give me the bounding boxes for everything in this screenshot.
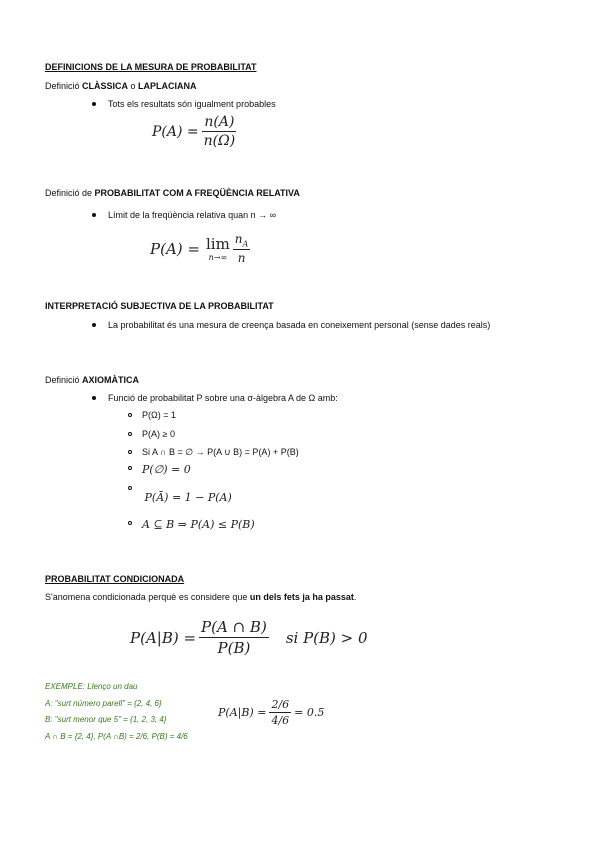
example-line-4: A ∩ B = {2, 4}, P(A ∩B) = 2/6, P(B) = 4/6 xyxy=(45,732,188,741)
classic-definition-heading xyxy=(45,81,197,91)
example-line-3: B: "surt menor que 5" = {1, 2, 3, 4} xyxy=(45,715,167,724)
classic-bullet xyxy=(92,99,276,109)
bullet-icon xyxy=(92,396,96,400)
axiom-text: Si A ∩ B = ∅ → P(A ∪ B) = P(A) + P(B) xyxy=(142,447,299,457)
axiom-item-3 xyxy=(128,447,299,458)
bullet-text: Tots els resultats són igualment probables xyxy=(108,99,276,109)
freq-bullet xyxy=(92,210,276,220)
subjective-title: INTERPRETACIÓ SUBJECTIVA DE LA PROBABILITAT xyxy=(45,301,274,311)
axiom-item-2 xyxy=(128,429,175,439)
fraction-denominator: n xyxy=(237,251,246,266)
axiom-item-6 xyxy=(128,518,255,531)
example-line-2: A: "surt número parell" = {2, 4, 6} xyxy=(45,699,162,708)
section-title-conditional: PROBABILITAT CONDICIONADA xyxy=(45,574,185,584)
heading-bold: CLÀSSICA xyxy=(82,81,129,91)
fraction-numerator xyxy=(233,232,251,250)
axiom-text: P(Ā) = 1 − P(A) xyxy=(144,491,232,504)
bullet-text: La probabilitat és una mesura de creença basada en coneixement personal (sense dades reals) xyxy=(108,320,491,330)
fraction-denominator: 4/6 xyxy=(271,714,290,727)
section-title-definitions: DEFINICIONS DE LA MESURA DE PROBABILITAT xyxy=(45,62,257,72)
bullet-icon xyxy=(92,213,96,217)
formula-fraction xyxy=(199,618,269,657)
heading-bold-2: LAPLACIANA xyxy=(138,81,197,91)
limit-word: lim xyxy=(205,235,230,254)
fraction-denominator: P(B) xyxy=(217,639,251,657)
classic-formula xyxy=(152,114,240,149)
bullet-icon xyxy=(92,102,96,106)
heading-prefix: Definició xyxy=(45,375,83,385)
axiom-text: P(A) ≥ 0 xyxy=(142,429,175,439)
sub-bullet-icon xyxy=(128,521,132,525)
bullet-icon xyxy=(92,323,96,327)
heading-bold: AXIOMÀTICA xyxy=(82,375,140,385)
example-line-1: EXEMPLE: Llenço un dau xyxy=(45,682,138,691)
axiom-text: A ⊆ B ⇒ P(A) ≤ P(B) xyxy=(142,518,255,531)
conditional-description xyxy=(45,592,356,602)
axiom-item-5 xyxy=(128,483,232,504)
formula-condition: si P(B) > 0 xyxy=(285,628,368,647)
limit-subscript: n→∞ xyxy=(208,253,228,263)
formula-lhs: P(A) = xyxy=(150,239,200,258)
heading-mid: o xyxy=(128,81,139,91)
fraction-denominator: n(Ω) xyxy=(203,133,236,149)
fraction-numerator: 2/6 xyxy=(271,698,290,711)
sub-bullet-icon xyxy=(128,432,132,436)
heading-prefix: Definició xyxy=(45,81,83,91)
fraction-numerator: n(A) xyxy=(204,114,235,130)
axiom-text: P(∅) = 0 xyxy=(142,463,191,476)
bullet-text: Funció de probabilitat P sobre una σ-àlgebra A de Ω amb: xyxy=(108,393,338,403)
description-suffix: . xyxy=(353,592,357,602)
axiom-item-4 xyxy=(128,463,191,476)
formula-result: = 0.5 xyxy=(294,706,325,719)
subjective-bullet xyxy=(92,320,490,330)
sub-bullet-icon xyxy=(128,486,132,490)
bullet-text: Límit de la freqüència relativa quan n → ∞ xyxy=(108,210,277,220)
example-formula xyxy=(218,698,324,727)
axiom-text: P(Ω) = 1 xyxy=(142,410,176,420)
fraction-numerator: P(A ∩ B) xyxy=(201,618,267,636)
axiomatic-bullet xyxy=(92,393,338,403)
freq-formula xyxy=(150,232,253,265)
formula-fraction xyxy=(269,698,291,727)
heading-prefix: Definició de xyxy=(45,188,95,198)
formula-lhs: P(A) = xyxy=(152,123,199,140)
formula-lhs: P(A|B) = xyxy=(218,706,267,719)
sub-bullet-icon xyxy=(128,413,132,417)
formula-fraction xyxy=(233,232,251,265)
formula-limit xyxy=(206,235,230,262)
sub-bullet-icon xyxy=(128,450,132,454)
description-prefix: S'anomena condicionada perquè es considere que xyxy=(45,592,250,602)
numerator-subscript: A xyxy=(242,239,249,249)
axiom-item-1 xyxy=(128,410,176,420)
freq-definition-heading xyxy=(45,188,300,198)
axiomatic-definition-heading xyxy=(45,375,139,385)
formula-lhs: P(A|B) = xyxy=(130,628,197,647)
heading-bold: PROBABILITAT COM A FREQÜÈNCIA RELATIVA xyxy=(94,188,300,198)
numerator-var: n xyxy=(234,232,243,246)
description-bold: un dels fets ja ha passat xyxy=(249,592,354,602)
sub-bullet-icon xyxy=(128,466,132,470)
formula-fraction xyxy=(202,114,238,149)
conditional-formula xyxy=(130,618,368,657)
